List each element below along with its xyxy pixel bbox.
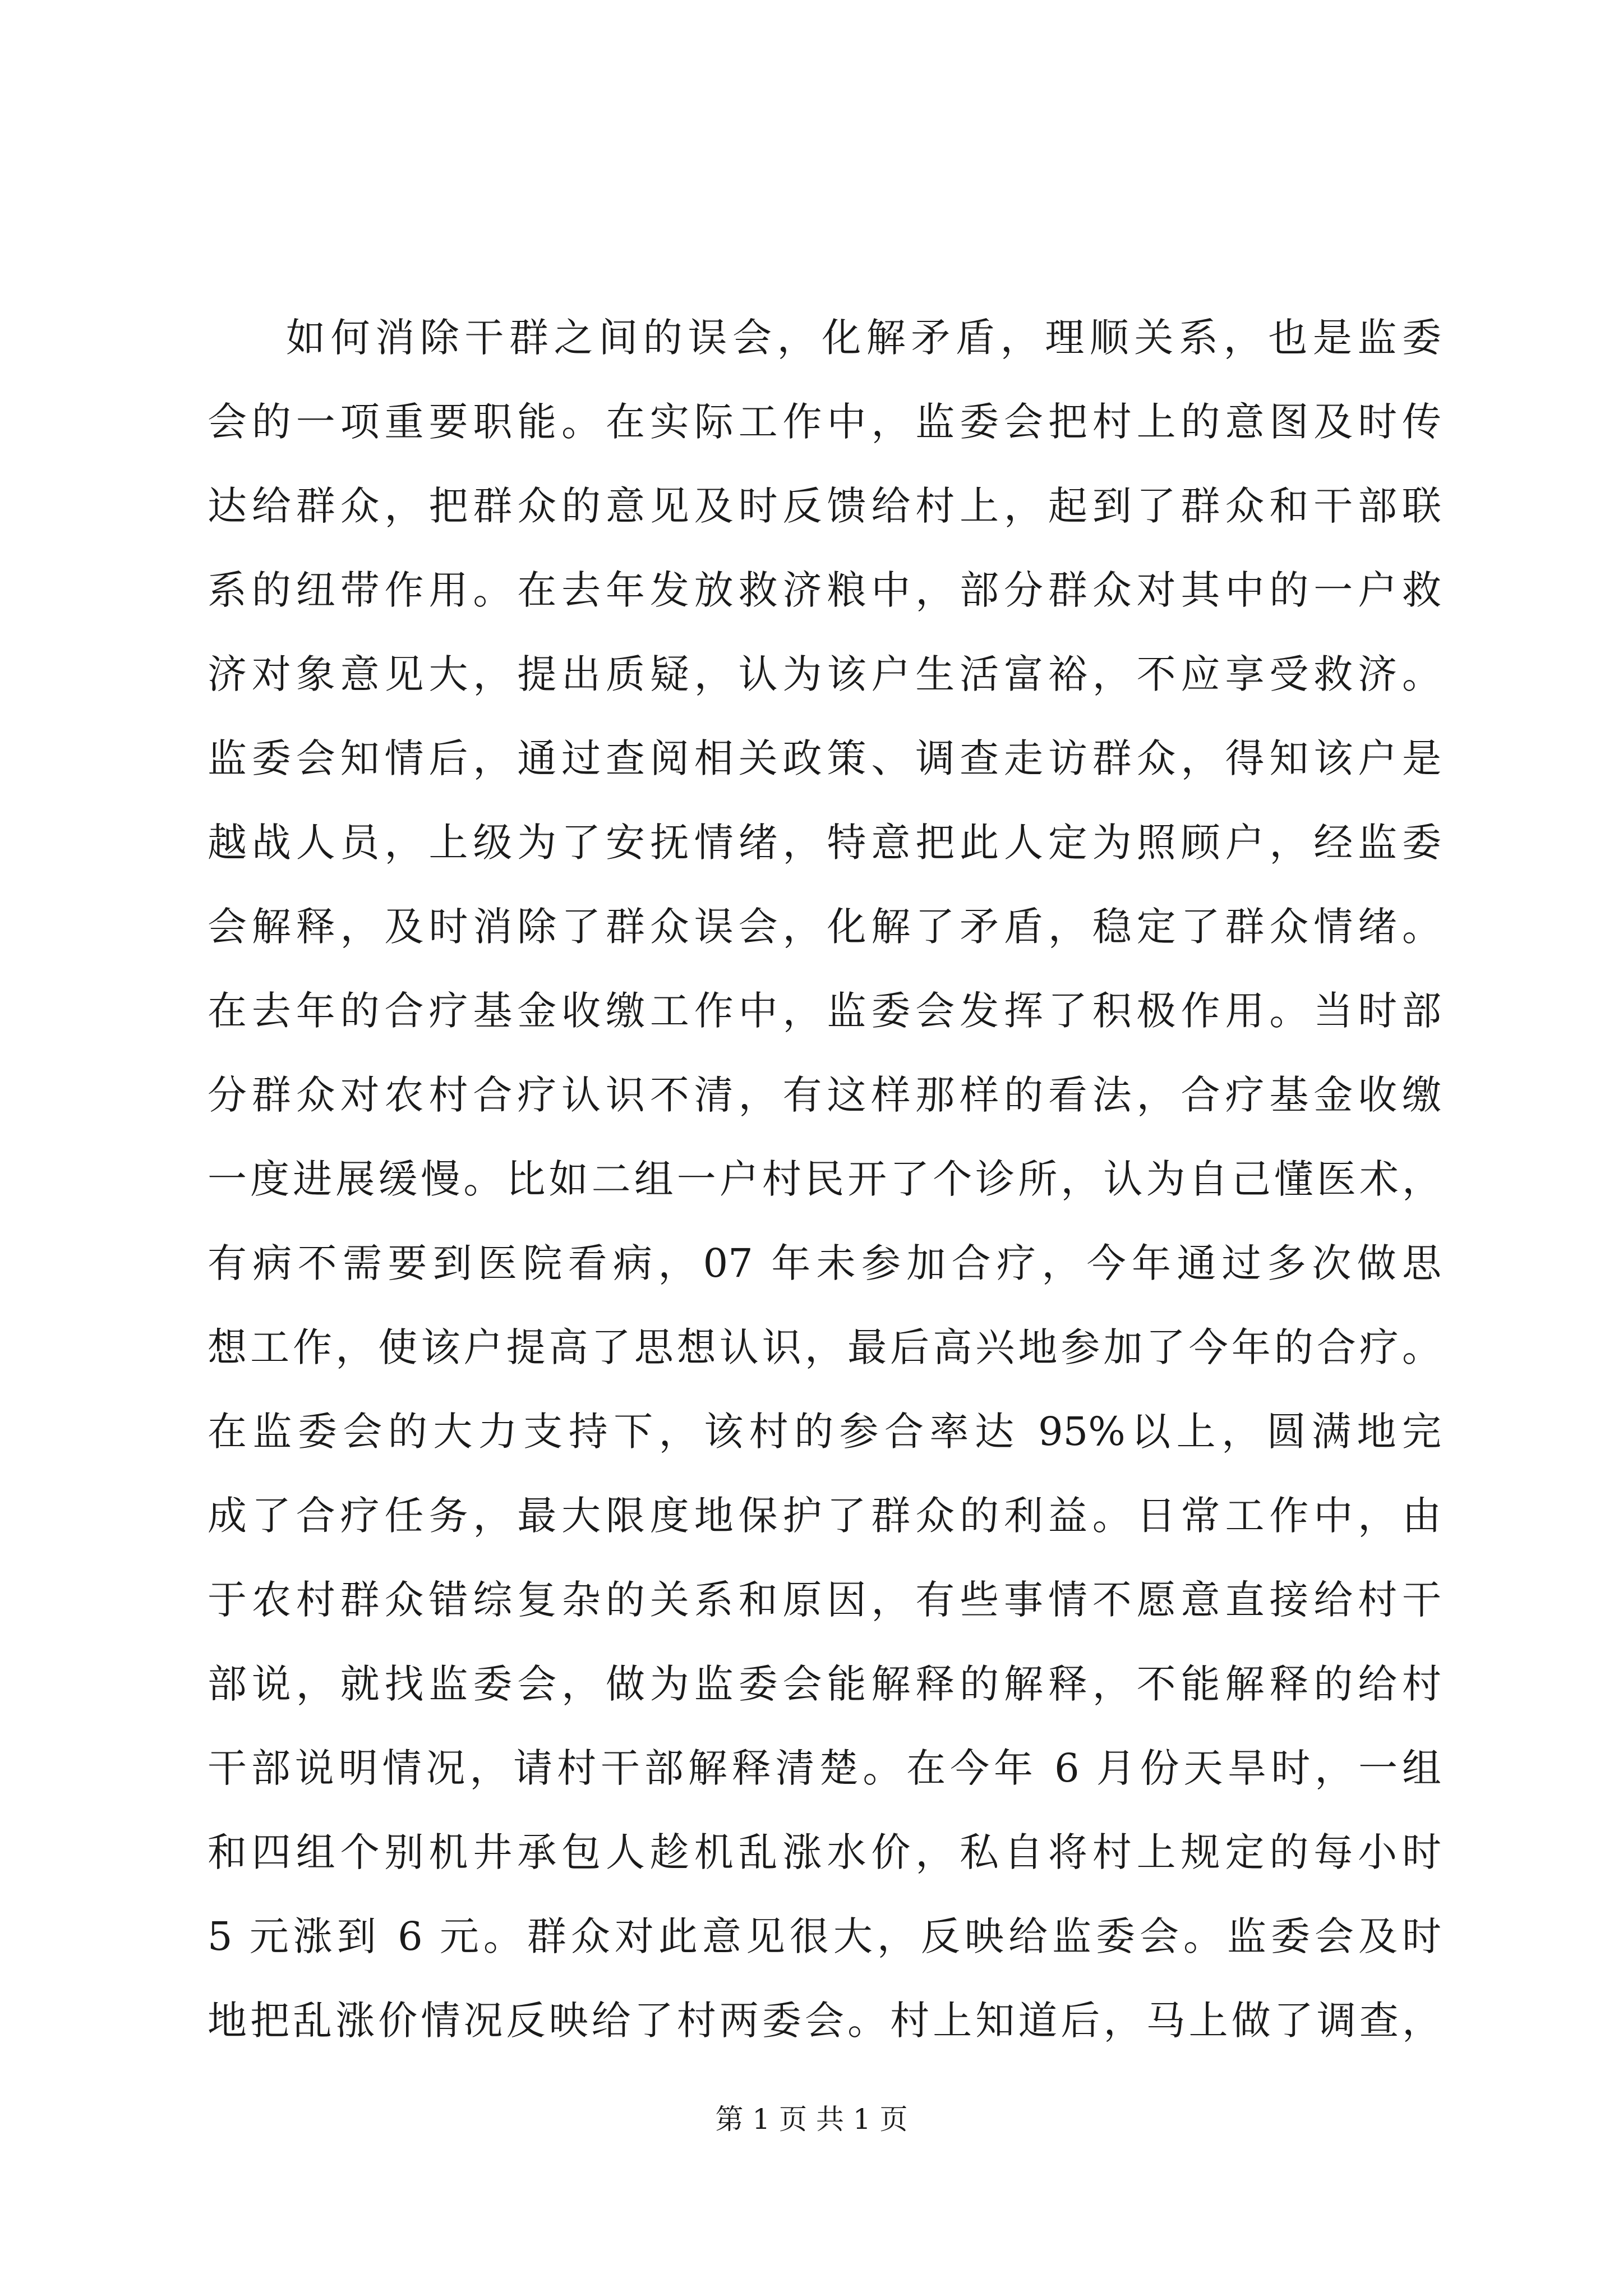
text-line: 有病不需要到医院看病，07 年未参加合疗，今年通过多次做思 — [208, 1240, 1441, 1286]
text-line: 想工作，使该户提高了思想认识，最后高兴地参加了今年的合疗。 — [208, 1324, 1441, 1370]
text-line: 地把乱涨价情况反映给了村两委会。村上知道后，马上做了调查， — [208, 1998, 1441, 2044]
text-line: 越战人员，上级为了安抚情绪，特意把此人定为照顾户，经监委 — [208, 820, 1441, 866]
text-line: 一度进展缓慢。比如二组一户村民开了个诊所，认为自己懂医术， — [208, 1156, 1441, 1202]
page-number-label: 第 1 页 共 1 页 — [715, 2103, 908, 2136]
text-line: 在去年的合疗基金收缴工作中，监委会发挥了积极作用。当时部 — [208, 988, 1441, 1034]
text-line: 部说，就找监委会，做为监委会能解释的解释，不能解释的给村 — [208, 1661, 1441, 1707]
text-line: 成了合疗任务，最大限度地保护了群众的利益。日常工作中，由 — [208, 1493, 1441, 1539]
text-line: 系的纽带作用。在去年发放救济粮中，部分群众对其中的一户救 — [208, 567, 1441, 613]
text-line: 在监委会的大力支持下，该村的参合率达 95%以上，圆满地完 — [208, 1409, 1441, 1455]
text-line: 干部说明情况，请村干部解释清楚。在今年 6 月份天旱时，一组 — [208, 1745, 1441, 1791]
text-line: 和四组个别机井承包人趁机乱涨水价，私自将村上规定的每小时 — [208, 1829, 1441, 1875]
text-line: 5 元涨到 6 元。群众对此意见很大，反映给监委会。监委会及时 — [208, 1913, 1441, 1959]
text-line: 如何消除干群之间的误会，化解矛盾，理顺关系，也是监委 — [286, 315, 1441, 361]
text-line: 于农村群众错综复杂的关系和原因，有些事情不愿意直接给村干 — [208, 1577, 1441, 1623]
text-line: 济对象意见大，提出质疑，认为该户生活富裕，不应享受救济。 — [208, 651, 1441, 697]
text-line: 监委会知情后，通过查阅相关政策、调查走访群众，得知该户是 — [208, 735, 1441, 781]
body-paragraph — [208, 296, 1441, 2063]
text-line: 会的一项重要职能。在实际工作中，监委会把村上的意图及时传 — [208, 399, 1441, 445]
page-footer — [0, 2102, 1623, 2136]
text-line: 会解释，及时消除了群众误会，化解了矛盾，稳定了群众情绪。 — [208, 904, 1441, 950]
text-line: 分群众对农村合疗认识不清，有这样那样的看法，合疗基金收缴 — [208, 1072, 1441, 1118]
text-line: 达给群众，把群众的意见及时反馈给村上，起到了群众和干部联 — [208, 483, 1441, 529]
